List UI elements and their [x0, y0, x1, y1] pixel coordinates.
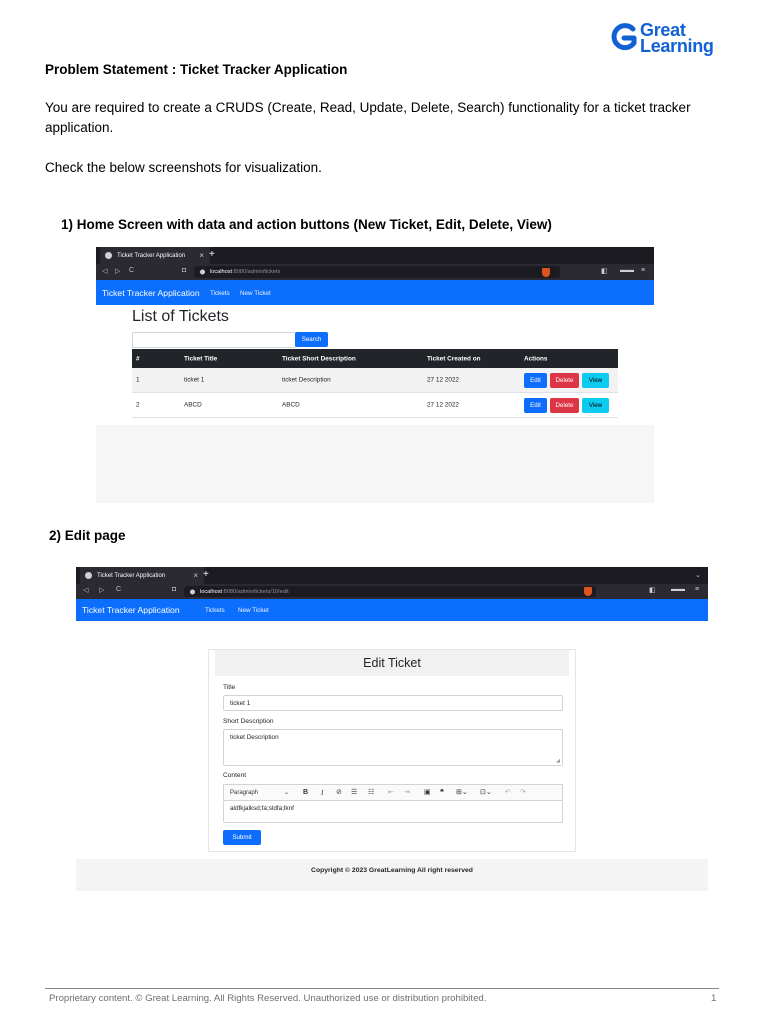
- browser-tab[interactable]: [80, 567, 204, 584]
- address-input[interactable]: [184, 586, 596, 597]
- cell-created: 27 12 2022: [427, 401, 459, 409]
- intro-paragraph: You are required to create a CRUDS (Create, Read, Update, Delete, Search) functionality for a ticket tracker application.: [45, 100, 691, 135]
- header-created: Ticket Created on: [427, 355, 481, 362]
- image-icon[interactable]: ▣: [424, 788, 431, 796]
- header-title: Ticket Title: [184, 355, 218, 362]
- menu-icon[interactable]: ≡: [641, 267, 646, 274]
- nav-link-tickets[interactable]: Tickets: [205, 607, 225, 614]
- editor-toolbar: [223, 784, 563, 801]
- section-heading-edit: 2) Edit page: [49, 528, 126, 543]
- media-icon[interactable]: ⊡⌄: [480, 788, 492, 796]
- screenshot-home: [96, 247, 654, 503]
- app-navbar: [76, 599, 708, 621]
- indent-icon[interactable]: ⇥: [404, 788, 410, 796]
- delete-button[interactable]: Delete: [550, 398, 579, 413]
- tab-strip: [96, 247, 654, 264]
- url-host: localhost: [200, 588, 223, 595]
- reload-icon[interactable]: C: [129, 267, 135, 274]
- description-textarea[interactable]: [223, 729, 563, 766]
- url-bar: [96, 264, 654, 280]
- forward-icon[interactable]: ▷: [99, 587, 105, 594]
- header-id: #: [136, 355, 140, 362]
- faded-page-area: [96, 425, 654, 503]
- sidebar-icon[interactable]: ◧: [649, 587, 656, 594]
- cell-description: ABCD: [282, 401, 300, 409]
- header-actions: Actions: [524, 355, 548, 362]
- description-label: Short Description: [223, 718, 274, 725]
- page-number: 1: [711, 993, 717, 1004]
- close-icon[interactable]: ×: [199, 251, 204, 260]
- edit-form-card: [208, 649, 576, 852]
- lock-icon: [190, 589, 195, 594]
- cell-id: 2: [136, 401, 140, 409]
- nav-link-new-ticket[interactable]: New Ticket: [240, 290, 271, 297]
- view-button[interactable]: View: [582, 373, 609, 388]
- paragraph-select[interactable]: Paragraph: [230, 789, 259, 796]
- cell-created: 27 12 2022: [427, 376, 459, 384]
- resize-grip-icon[interactable]: ◢: [556, 758, 560, 764]
- delete-button[interactable]: Delete: [550, 373, 579, 388]
- browser-tab[interactable]: [100, 247, 210, 264]
- edit-button[interactable]: Edit: [524, 398, 547, 413]
- cell-description: ticket Description: [282, 376, 331, 384]
- bold-icon[interactable]: B: [303, 788, 309, 796]
- great-learning-logo: [611, 22, 721, 56]
- undo-icon[interactable]: ↶: [505, 788, 511, 796]
- section-heading-home: 1) Home Screen with data and action buttons (New Ticket, Edit, Delete, View): [61, 217, 552, 232]
- submit-button[interactable]: Submit: [223, 830, 261, 845]
- nav-link-new-ticket[interactable]: New Ticket: [238, 607, 269, 614]
- globe-icon: [105, 252, 112, 259]
- cell-id: 1: [136, 376, 140, 384]
- italic-icon[interactable]: I: [321, 788, 324, 797]
- quote-icon[interactable]: ❝: [440, 788, 444, 796]
- logo-g-icon: [611, 23, 637, 53]
- edit-button[interactable]: Edit: [524, 373, 547, 388]
- address-input[interactable]: [194, 266, 560, 278]
- numbered-list-icon[interactable]: ☷: [368, 788, 375, 796]
- footer-divider: [45, 988, 719, 989]
- list-heading: List of Tickets: [132, 308, 229, 325]
- tab-title: Ticket Tracker Application: [117, 252, 186, 259]
- sidebar-icon[interactable]: ◧: [601, 268, 608, 275]
- table-icon[interactable]: ⊞⌄: [456, 788, 468, 796]
- forward-icon[interactable]: ▷: [115, 268, 121, 275]
- description-value: ticket Description: [230, 734, 279, 741]
- navbar-brand[interactable]: Ticket Tracker Application: [82, 605, 180, 615]
- shield-icon[interactable]: [584, 587, 592, 596]
- nav-link-tickets[interactable]: Tickets: [210, 290, 230, 297]
- table-row: [132, 368, 618, 393]
- url-path: :8080/admin/tickets/10/edit: [222, 588, 289, 595]
- bookmark-icon[interactable]: ◘: [182, 267, 187, 274]
- title-input[interactable]: ticket 1: [223, 695, 563, 711]
- instruction-paragraph: Check the below screenshots for visualization.: [45, 160, 322, 175]
- title-label: Title: [223, 684, 236, 691]
- extensions-icon[interactable]: ▬▬: [671, 586, 685, 593]
- cell-title: ticket 1: [184, 376, 205, 384]
- form-heading: Edit Ticket: [215, 650, 569, 676]
- url-host: localhost: [210, 269, 233, 275]
- table-row: [132, 393, 618, 418]
- cell-title: ABCD: [184, 401, 202, 409]
- tab-strip: [76, 567, 708, 584]
- back-icon[interactable]: ◁: [102, 268, 108, 275]
- url-bar: [76, 584, 708, 599]
- bookmark-icon[interactable]: ◘: [172, 586, 177, 593]
- search-input[interactable]: [132, 332, 296, 348]
- shield-icon[interactable]: [542, 268, 550, 277]
- redo-icon[interactable]: ↷: [520, 788, 526, 796]
- app-footer: Copyright © 2023 GreatLearning All right reserved: [76, 859, 708, 891]
- plus-icon[interactable]: +: [203, 569, 209, 580]
- tab-title: Ticket Tracker Application: [97, 572, 166, 579]
- lock-icon: [200, 270, 205, 275]
- header-description: Ticket Short Description: [282, 355, 356, 362]
- search-button[interactable]: Search: [295, 332, 328, 347]
- page-title: Problem Statement : Ticket Tracker Application: [45, 62, 348, 77]
- chevron-down-icon[interactable]: ⌄: [284, 789, 290, 796]
- logo-word-learning: Learning: [640, 36, 714, 56]
- extensions-icon[interactable]: ▬▬: [620, 267, 634, 274]
- url-path: :8080/admin/tickets: [232, 269, 281, 275]
- content-value: aldfkjalksd;fa;sldfa;lknf: [230, 805, 294, 812]
- app-navbar: [96, 280, 654, 305]
- proprietary-notice: Proprietary content. © Great Learning. All Rights Reserved. Unauthorized use or distribution prohibited.: [49, 993, 487, 1004]
- chevron-down-icon[interactable]: ⌄: [695, 572, 701, 579]
- back-icon[interactable]: ◁: [83, 587, 89, 594]
- plus-icon[interactable]: +: [209, 249, 215, 260]
- outdent-icon[interactable]: ⇤: [388, 788, 394, 796]
- link-icon[interactable]: ⊘: [336, 788, 342, 796]
- reload-icon[interactable]: C: [116, 586, 122, 593]
- menu-icon[interactable]: ≡: [695, 586, 700, 593]
- globe-icon: [85, 572, 92, 579]
- bullet-list-icon[interactable]: ☰: [351, 788, 358, 796]
- view-button[interactable]: View: [582, 398, 609, 413]
- logo-word-great: Great: [640, 20, 686, 40]
- close-icon[interactable]: ×: [193, 571, 198, 580]
- screenshot-edit: [76, 567, 708, 891]
- table-header: [132, 349, 618, 368]
- content-label: Content: [223, 772, 247, 779]
- content-editor[interactable]: [223, 801, 563, 823]
- navbar-brand[interactable]: Ticket Tracker Application: [102, 288, 200, 298]
